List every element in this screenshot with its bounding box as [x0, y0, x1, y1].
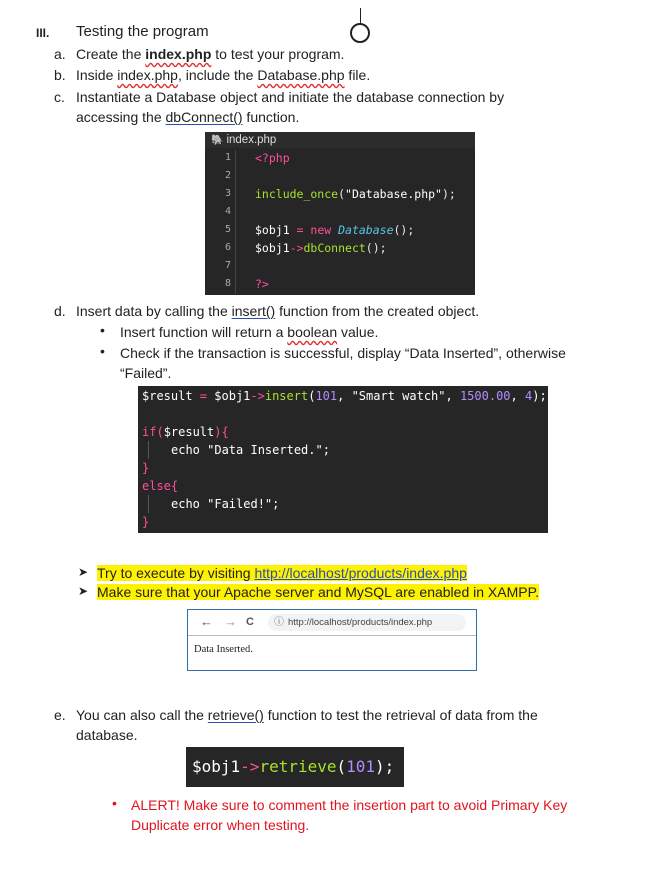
text: You can also call the	[76, 707, 208, 723]
code-token: ->	[240, 757, 260, 776]
code-instantiate-line	[255, 223, 414, 237]
step-d	[54, 302, 480, 320]
code-close-tag: ?>	[255, 277, 269, 291]
code-retrieve-block	[186, 747, 404, 787]
text: Inside	[76, 67, 118, 83]
line-number: 4	[224, 206, 231, 217]
function-name: dbConnect()	[165, 109, 243, 125]
code-echo-failed: echo "Failed!";	[171, 497, 280, 511]
step-a	[54, 45, 345, 63]
step-d-text	[76, 302, 479, 320]
arrow-bullet-icon: ➤	[78, 565, 89, 579]
step-letter: d.	[54, 303, 66, 319]
text: Try to execute by visiting	[97, 565, 255, 581]
code-token: );	[532, 389, 547, 403]
code-token: 101	[346, 757, 376, 776]
code-token: if	[142, 425, 157, 439]
decorative-circle-icon	[350, 23, 370, 43]
alert-line2: Duplicate error when testing.	[131, 817, 310, 833]
text: , include the	[177, 67, 258, 83]
code-token: $obj1	[192, 757, 241, 776]
text: Insert function will return a	[120, 324, 288, 340]
line-number: 6	[224, 242, 231, 253]
code-token: retrieve	[259, 757, 337, 776]
code-token: "Database.php"	[345, 187, 442, 201]
browser-toolbar	[188, 610, 476, 636]
line-number: 1	[224, 152, 231, 163]
text: file.	[344, 67, 371, 83]
bullet-check-line1: Check if the transaction is successful, display “Data Inserted”, otherwise	[120, 345, 566, 361]
step-c-line1: Instantiate a Database object and initiate the database connection by	[76, 89, 505, 105]
function-name: retrieve()	[207, 707, 264, 723]
bullet-icon: •	[112, 795, 117, 811]
code-token: ->	[250, 389, 265, 403]
bullet-boolean	[120, 323, 378, 341]
code-token: ->	[289, 241, 304, 255]
code-token: "Smart watch"	[351, 389, 446, 403]
code-insert-block	[138, 386, 548, 533]
code-token: (	[338, 187, 346, 201]
browser-output-text: Data Inserted.	[194, 644, 253, 655]
code-token: }	[142, 461, 150, 475]
back-arrow-icon[interactable]: ←	[200, 614, 213, 629]
code-token: {	[170, 479, 179, 493]
step-c	[54, 88, 505, 106]
code-token: $obj1	[255, 241, 290, 255]
bullet-icon: •	[100, 343, 105, 359]
code-token: (	[308, 389, 316, 403]
filename-database: Database.php	[257, 67, 345, 83]
code-token: ,	[337, 389, 352, 403]
step-letter: e.	[54, 707, 66, 723]
code-else-line	[142, 479, 178, 493]
step-e	[54, 706, 538, 724]
line-number: 5	[224, 224, 231, 235]
tip-visit	[97, 564, 467, 582]
step-b-text	[76, 66, 370, 84]
decorative-line	[360, 8, 361, 23]
code-token: $result	[142, 389, 193, 403]
line-number: 7	[224, 260, 231, 271]
reload-icon[interactable]: C	[246, 616, 254, 628]
code-echo-inserted: echo "Data Inserted.";	[171, 443, 330, 457]
indent-guide	[148, 441, 149, 459]
filename-index: index.php	[117, 67, 178, 83]
code-token: (	[336, 757, 347, 776]
step-e-line2: database.	[76, 727, 138, 743]
code-token: =	[192, 389, 215, 403]
editor-tab	[205, 132, 475, 148]
text: Make sure that your Apache server and MySQL are enabled in XAMPP.	[97, 584, 540, 600]
text: to test your program.	[211, 46, 345, 62]
text: Create the	[76, 46, 146, 62]
code-token: ();	[365, 241, 387, 255]
address-url: http://localhost/products/index.php	[288, 617, 433, 628]
step-b	[54, 66, 371, 84]
code-open-tag: <?php	[255, 151, 290, 165]
section-numeral: III.	[36, 26, 50, 40]
alert-line1: ALERT! Make sure to comment the insertion part to avoid Primary Key	[131, 797, 568, 813]
code-token: include_once	[255, 187, 339, 201]
text: function from the created object.	[275, 303, 480, 319]
code-editor-index	[205, 132, 475, 295]
text: accessing the	[76, 109, 166, 125]
keyword: boolean	[287, 324, 338, 340]
code-token: else	[142, 479, 171, 493]
code-token: 4	[524, 389, 533, 403]
code-token: 1500.00	[459, 389, 511, 403]
code-token: }	[142, 515, 150, 529]
tip-xampp	[97, 583, 539, 601]
line-number: 8	[224, 278, 231, 289]
address-bar[interactable]	[268, 614, 466, 631]
line-number: 3	[224, 188, 231, 199]
code-token: Database	[338, 223, 394, 237]
indent-guide	[148, 495, 149, 513]
browser-screenshot	[187, 609, 477, 671]
tab-label: index.php	[226, 134, 277, 146]
bullet-icon: •	[100, 322, 105, 338]
section-title: Testing the program	[76, 23, 209, 40]
code-token: 101	[315, 389, 338, 403]
code-token: =	[289, 223, 311, 237]
code-token: ,	[445, 389, 460, 403]
localhost-link[interactable]: http://localhost/products/index.php	[254, 565, 467, 581]
section-heading	[36, 23, 209, 42]
bullet-check-line2: “Failed”.	[120, 365, 172, 381]
code-token: insert	[264, 389, 309, 403]
forward-arrow-icon[interactable]: →	[224, 614, 237, 629]
filename-index: index.php	[145, 46, 212, 62]
step-c-line2	[76, 108, 299, 126]
text: value.	[337, 324, 379, 340]
code-token: new	[310, 223, 339, 237]
code-insert-line	[142, 389, 547, 403]
step-a-text	[76, 45, 344, 63]
code-token: ,	[510, 389, 525, 403]
code-token: (	[156, 425, 164, 439]
php-elephant-icon: 🐘	[211, 135, 224, 146]
code-include-line	[255, 187, 456, 201]
code-if-line	[142, 425, 229, 439]
step-letter: a.	[54, 46, 66, 62]
line-number: 2	[224, 170, 231, 181]
code-token: dbConnect	[303, 241, 366, 255]
step-letter: c.	[54, 89, 65, 105]
text: Insert data by calling the	[76, 303, 232, 319]
code-token: ();	[393, 223, 415, 237]
code-token: $obj1	[214, 389, 251, 403]
code-token: $result	[163, 425, 215, 439]
text: function.	[242, 109, 300, 125]
text: function to test the retrieval of data from the	[263, 707, 538, 723]
code-connect-line	[255, 241, 387, 255]
step-e-text	[76, 706, 538, 724]
code-token: ){	[214, 425, 229, 439]
code-token: $obj1	[255, 223, 290, 237]
step-letter: b.	[54, 67, 66, 83]
code-token: );	[441, 187, 456, 201]
code-token: );	[375, 757, 395, 776]
arrow-bullet-icon: ➤	[78, 584, 89, 598]
info-icon: ⓘ	[274, 617, 284, 628]
function-name: insert()	[231, 303, 276, 319]
